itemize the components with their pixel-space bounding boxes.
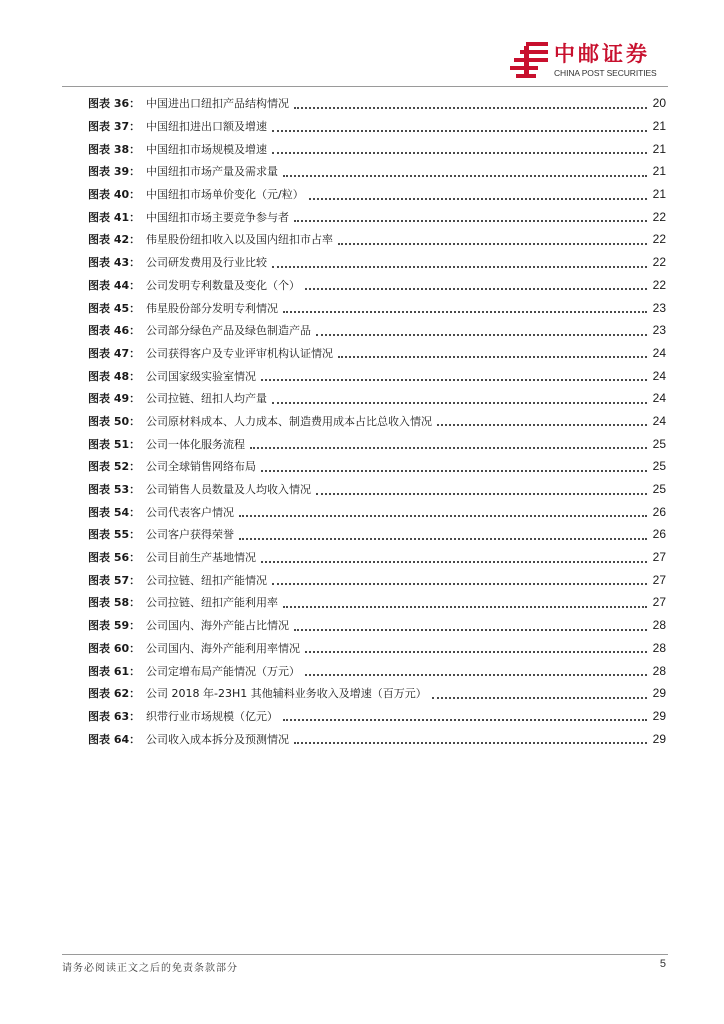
toc-entry-label: 图表 62： [88, 687, 141, 701]
toc-entry-label: 图表 54： [88, 505, 141, 519]
toc-entry-label: 图表 40： [88, 188, 141, 202]
toc-entry-title: 中国进出口纽扣产品结构情况 [146, 97, 289, 111]
toc-entry-title: 公司客户获得荣誉 [146, 528, 234, 542]
footer-divider [62, 954, 668, 955]
toc-entry-leader [294, 729, 647, 744]
toc-entry-leader [305, 275, 647, 290]
toc-entry-leader [272, 253, 647, 268]
toc-entry[interactable] [88, 614, 666, 637]
toc-entry-leader [316, 480, 647, 495]
toc-entry-title: 伟星股份部分发明专利情况 [146, 301, 278, 315]
toc-entry-page: 29 [652, 686, 666, 701]
toc-entry-page: 27 [652, 595, 666, 610]
toc-entry-leader [261, 457, 647, 472]
toc-entry-label: 图表 50： [88, 414, 141, 428]
toc-entry-leader [316, 321, 647, 336]
toc-entry-label: 图表 57： [88, 573, 141, 587]
toc-entry-page: 24 [652, 345, 666, 360]
toc-entry-label: 图表 39： [88, 165, 141, 179]
toc-entry-title: 公司研发费用及行业比较 [146, 256, 267, 270]
page-number: 5 [659, 958, 666, 970]
toc-entry-leader [261, 548, 647, 563]
toc-entry-title: 公司国家级实验室情况 [146, 369, 256, 383]
toc-entry-page: 23 [652, 300, 666, 315]
toc-entry[interactable] [88, 659, 666, 682]
toc-entry[interactable] [88, 364, 666, 387]
toc-entry-leader [283, 706, 647, 721]
toc-entry-title: 中国纽扣进出口额及增速 [146, 120, 267, 134]
toc-entry-leader [338, 343, 647, 358]
figure-index-list [88, 92, 666, 750]
toc-entry-page: 22 [652, 255, 666, 270]
toc-entry-label: 图表 59： [88, 619, 141, 633]
toc-entry[interactable] [88, 274, 666, 297]
toc-entry-title: 织带行业市场规模（亿元） [146, 709, 278, 723]
toc-entry-label: 图表 64： [88, 732, 141, 746]
toc-entry-page: 29 [652, 731, 666, 746]
toc-entry-leader [250, 434, 647, 449]
toc-entry-page: 23 [652, 323, 666, 338]
toc-entry[interactable] [88, 523, 666, 546]
toc-entry[interactable] [88, 251, 666, 274]
toc-entry-title: 公司全球销售网络布局 [146, 460, 256, 474]
toc-entry-leader [294, 616, 647, 631]
toc-entry-title: 公司销售人员数量及人均收入情况 [146, 483, 311, 497]
toc-entry-leader [272, 139, 647, 154]
toc-entry[interactable] [88, 160, 666, 183]
toc-entry-leader [294, 207, 647, 222]
toc-entry-title: 伟星股份纽扣收入以及国内纽扣市占率 [146, 233, 333, 247]
toc-entry-leader [294, 94, 647, 109]
toc-entry-leader [305, 661, 647, 676]
toc-entry-page: 21 [652, 119, 666, 134]
toc-entry-label: 图表 55： [88, 528, 141, 542]
toc-entry[interactable] [88, 478, 666, 501]
toc-entry-label: 图表 56： [88, 551, 141, 565]
toc-entry-title: 公司收入成本拆分及预测情况 [146, 732, 289, 746]
toc-entry-page: 21 [652, 141, 666, 156]
toc-entry-page: 27 [652, 550, 666, 565]
toc-entry-label: 图表 61： [88, 664, 141, 678]
toc-entry[interactable] [88, 92, 666, 115]
toc-entry[interactable] [88, 568, 666, 591]
toc-entry[interactable] [88, 319, 666, 342]
toc-entry-title: 公司拉链、纽扣人均产量 [146, 392, 267, 406]
toc-entry-page: 27 [652, 572, 666, 587]
toc-entry-title: 公司国内、海外产能利用率情况 [146, 641, 300, 655]
toc-entry-page: 26 [652, 527, 666, 542]
page-header [62, 0, 668, 87]
toc-entry-page: 21 [652, 187, 666, 202]
toc-entry-leader [261, 366, 647, 381]
company-logo [510, 42, 668, 82]
toc-entry[interactable] [88, 682, 666, 705]
toc-entry-leader [283, 593, 647, 608]
toc-entry-label: 图表 42： [88, 233, 141, 247]
toc-entry-title: 中国纽扣市场主要竞争参与者 [146, 210, 289, 224]
china-post-logo-icon [510, 42, 550, 80]
toc-entry-leader [338, 230, 647, 245]
toc-entry-label: 图表 48： [88, 369, 141, 383]
toc-entry-leader [437, 411, 647, 426]
toc-entry-title: 公司拉链、纽扣产能利用率 [146, 596, 278, 610]
toc-entry-label: 图表 46： [88, 324, 141, 338]
toc-entry-page: 26 [652, 504, 666, 519]
toc-entry-label: 图表 49： [88, 392, 141, 406]
toc-entry-page: 28 [652, 663, 666, 678]
toc-entry-label: 图表 51： [88, 437, 141, 451]
toc-entry-title: 中国纽扣市场产量及需求量 [146, 165, 278, 179]
toc-entry-label: 图表 36： [88, 97, 141, 111]
toc-entry[interactable] [88, 591, 666, 614]
toc-entry[interactable] [88, 727, 666, 750]
toc-entry-page: 22 [652, 277, 666, 292]
toc-entry-label: 图表 43： [88, 256, 141, 270]
toc-entry-title: 公司目前生产基地情况 [146, 551, 256, 565]
toc-entry-label: 图表 41： [88, 210, 141, 224]
toc-entry-title: 公司拉链、纽扣产能情况 [146, 573, 267, 587]
toc-entry-leader [309, 185, 647, 200]
toc-entry[interactable] [88, 387, 666, 410]
toc-entry-title: 公司部分绿色产品及绿色制造产品 [146, 324, 311, 338]
toc-entry-title: 公司国内、海外产能占比情况 [146, 619, 289, 633]
toc-entry-page: 25 [652, 482, 666, 497]
toc-entry-page: 24 [652, 413, 666, 428]
toc-entry-leader [239, 502, 647, 517]
toc-entry-label: 图表 44： [88, 278, 141, 292]
toc-entry[interactable] [88, 296, 666, 319]
toc-entry-leader [283, 298, 647, 313]
toc-entry[interactable] [88, 432, 666, 455]
toc-entry-leader [272, 570, 647, 585]
toc-entry-leader [272, 389, 647, 404]
toc-entry-leader [305, 638, 647, 653]
toc-entry-title: 公司获得客户及专业评审机构认证情况 [146, 346, 333, 360]
toc-entry-page: 22 [652, 232, 666, 247]
toc-entry[interactable] [88, 705, 666, 728]
toc-entry-leader [272, 117, 647, 132]
toc-entry[interactable] [88, 228, 666, 251]
toc-entry[interactable] [88, 546, 666, 569]
toc-entry-title: 公司 2018 年-23H1 其他辅料业务收入及增速（百万元） [146, 687, 427, 701]
toc-entry-title: 中国纽扣市场规模及增速 [146, 142, 267, 156]
toc-entry-label: 图表 58： [88, 596, 141, 610]
toc-entry[interactable] [88, 342, 666, 365]
toc-entry-label: 图表 37： [88, 120, 141, 134]
toc-entry-page: 25 [652, 436, 666, 451]
toc-entry[interactable] [88, 137, 666, 160]
logo-english-name: CHINA POST SECURITIES [554, 68, 657, 78]
toc-entry-page: 21 [652, 164, 666, 179]
toc-entry-title: 公司发明专利数量及变化（个） [146, 278, 300, 292]
toc-entry-page: 25 [652, 459, 666, 474]
toc-entry-leader [432, 684, 647, 699]
toc-entry-leader [239, 525, 647, 540]
footer-disclaimer: 请务必阅读正文之后的免责条款部分 [62, 963, 238, 974]
toc-entry-page: 29 [652, 708, 666, 723]
toc-entry-label: 图表 53： [88, 483, 141, 497]
toc-entry-page: 28 [652, 618, 666, 633]
toc-entry-page: 20 [652, 96, 666, 111]
toc-entry-label: 图表 60： [88, 641, 141, 655]
toc-entry-page: 22 [652, 209, 666, 224]
toc-entry-label: 图表 47： [88, 346, 141, 360]
toc-entry-label: 图表 45： [88, 301, 141, 315]
toc-entry-label: 图表 38： [88, 142, 141, 156]
toc-entry-title: 公司原材料成本、人力成本、制造费用成本占比总收入情况 [146, 414, 432, 428]
toc-entry[interactable] [88, 205, 666, 228]
toc-entry[interactable] [88, 410, 666, 433]
toc-entry-title: 公司一体化服务流程 [146, 437, 245, 451]
toc-entry[interactable] [88, 183, 666, 206]
toc-entry-label: 图表 63： [88, 709, 141, 723]
toc-entry-title: 中国纽扣市场单价变化（元/粒） [146, 188, 304, 202]
toc-entry-page: 28 [652, 640, 666, 655]
toc-entry-page: 24 [652, 391, 666, 406]
toc-entry-label: 图表 52： [88, 460, 141, 474]
toc-entry-leader [283, 162, 647, 177]
toc-entry-page: 24 [652, 368, 666, 383]
toc-entry[interactable] [88, 455, 666, 478]
logo-chinese-name: 中邮证券 [554, 42, 650, 66]
toc-entry[interactable] [88, 500, 666, 523]
toc-entry-title: 公司代表客户情况 [146, 505, 234, 519]
toc-entry-title: 公司定增布局产能情况（万元） [146, 664, 300, 678]
toc-entry[interactable] [88, 637, 666, 660]
toc-entry[interactable] [88, 115, 666, 138]
